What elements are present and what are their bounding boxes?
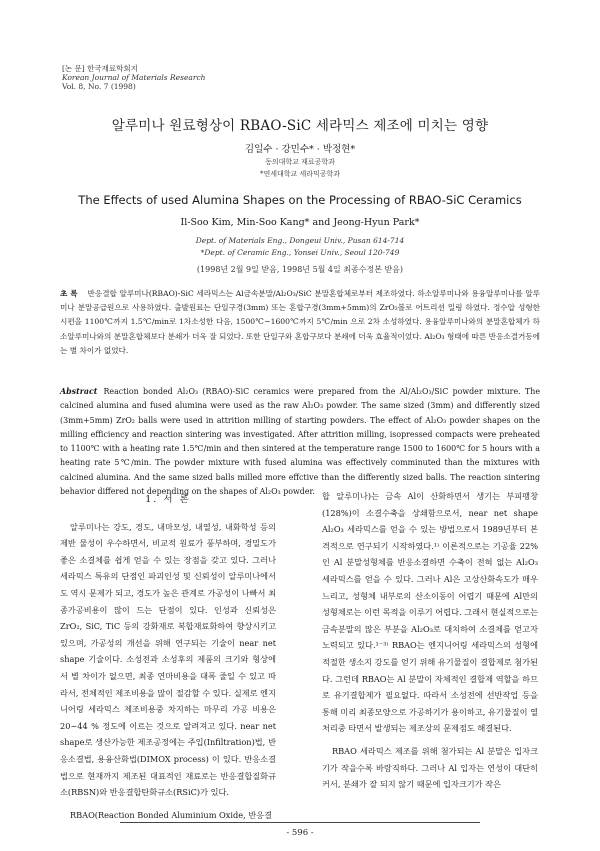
journal-volume: Vol. 8, No. 7 (1998): [62, 82, 136, 91]
abstract-english: [60, 385, 540, 499]
affiliations-korean: [0, 156, 600, 180]
paragraph: RBAO(Reaction Bonded Aluminium Oxide, 반응결: [70, 809, 273, 820]
authors-english: Il-Soo Kim, Min-Soo Kang* and Jeong-Hyun Park*: [180, 217, 420, 228]
title-english: The Effects of used Alumina Shapes on the Processing of RBAO-SiC Ceramics: [78, 193, 522, 207]
journal-name-en: Korean Journal of Materials Research: [62, 73, 206, 82]
body-column-right: [322, 488, 538, 793]
title-korean: 알루미나 원료형상이 RBAO-SiC 세라믹스 제조에 미치는 영향: [111, 118, 489, 134]
authors-korean: 김일수 · 강민수* · 박정현*: [244, 144, 356, 155]
journal-label: [논 문] 한국재료학회지: [62, 64, 138, 73]
abstract-en-text: Reaction bonded Al₂O₃ (RBAO)-SiC ceramics were prepared from the Al/Al₂O₃/SiC powder mixture. The calcined alumina and fused alumina were used as the raw Al₂O₃ powder. The same sized (3mm) and differently sized (3mm+5mm) ZrO₂ balls were used in attrition milling of starting powders. The effect of Al₂O₃ powder shapes on the milling efficiency and reaction sintering was investigated. After attrition milling, isopressed compacts were preheated to 1100℃ with a heating rate 1.5℃/min and then sintered at the temperature range 1500 to 1600℃ for 5 hours with a heating rate 5℃/min. The powder mixture with fused alumina was effectively comminuted than the mixtures with calcined alumina. And the same sized balls milled more effctive than the differently sized balls. The reaction sintering behavior differed not depending on the shapes of Al₂O₃ powder.: [60, 387, 540, 497]
body-column-left: [60, 488, 276, 823]
section-heading-introduction: 1. 서 론: [145, 494, 191, 505]
affiliation-ko-2: *연세대학교 세라믹공학과: [259, 170, 341, 178]
affiliation-en-2: *Dept. of Ceramic Eng., Yonsei Univ., Seoul 120-749: [200, 248, 400, 257]
affiliation-en-1: Dept. of Materials Eng., Dongeui Univ., Pusan 614-714: [195, 236, 405, 245]
page-number: - 596 -: [286, 828, 314, 838]
abstract-korean: [60, 287, 540, 358]
footer-rule: [120, 822, 480, 823]
paragraph: 합 알루미나)는 금속 Al이 산화하면서 생기는 부피팽창(128%)이 소결수축을 상쇄함으로서, near net shape Al₂O₃ 세라믹스를 얻을 수 있는 방법으로서 1989년부터 본격적으로 연구되기 시작하였다.¹⁾ 이론적으로는 기공율 22%인 Al 분말성형체를 반응소결하면 수축이 전혀 없는 Al₂O₃ 세라믹스를 얻을 수 있다. 그러나 Al은 고상산화속도가 매우 느리고, 성형체 내부로의 산소이동이 어렵기 때문에 Al만의 성형체로는 이런 목적을 이루기 어렵다. 그래서 현실적으로는 금속분말의 많은 부분을 Al₂O₃로 대치하여 소결체를 얻고자 노력되고 있다.¹⁻³⁾ RBAO는 엔지니어링 세라믹스의 성형에 적절한 생소지 강도를 얻기 위해 유기물질이 결합제로 첨가된다. 그런데 RBAO는 Al 분말이 자체적인 결합제 역할을 하므로 유기결합제가 필요없다. 따라서 소성전에 선반작업 등을 통해 미리 최종모양으로 가공하기가 용이하고, 유기물질이 열처리중 타면서 발생되는 제조상의 문제점도 해결된다.: [322, 491, 538, 734]
abstract-ko-label: 초 록: [60, 289, 78, 298]
paragraph: RBAO 세라믹스 제조를 위해 첨가되는 Al 분말은 입자크기가 작을수록 바람직하다. 그러나 Al 입자는 연성이 대단히 커서, 분쇄가 잘 되지 않기 때문에 입자크기가 작은: [322, 745, 538, 790]
abstract-ko-text: 반응결합 알루미나(RBAO)-SiC 세라믹스는 Al금속분말/Al₂O₃/SiC 분말혼합체로부터 제조하였다. 하소알루미나와 용융알루미나를 알루미나 분말공급원으로 사용하였다. 출발원료는 단일구경(3mm) 또는 혼합구경(3mm+5mm)의 ZrO₂볼로 어트리션 밀링 하였다. 정수압 성형한 시편을 1100℃까지 1.5℃/min로 1차소성한 다음, 1500℃~1600℃까지 5℃/min 으로 2차 소성하였다. 용융알루미나와의 분말혼합체가 하소알루미나와의 분말혼합체보다 분쇄가 더욱 잘 되었다. 또한 단일구와 혼합구보다 분쇄에 더욱 효율적이었다. Al₂O₃ 형태에 따른 반응소결거동에는 별 차이가 없었다.: [60, 289, 540, 355]
journal-header: [62, 64, 205, 91]
paragraph: 알루미나는 강도, 경도, 내마모성, 내열성, 내화학성 등의 제반 물성이 우수하면서, 비교적 원료가 풍부하며, 경밀도가 좋은 소결체를 쉽게 얻을 수 있는 장점을 갖고 있다. 그러나 세라믹스 특유의 단점인 파괴인성 및 신뢰성이 알루미나에서도 역시 문제가 되고, 경도가 높은 관계로 가공성이 나빠서 최종가공비용이 많이 드는 단점이 있다. 인성과 신뢰성은 ZrO₂, SiC, TiC 등의 강화재로 복합재료화하여 향상시키고 있으며, 가공성의 개선을 위해 연구되는 기술이 near net shape 기술이다. 소성전과 소성후의 제품의 크기와 형상에서 별 차이가 없으면, 최종 연마비용을 대폭 줄일 수 있고 따라서, 전체적인 제조비용을 많이 절감할 수 있다. 실제로 엔지니어링 세라믹스 제조비용중 차지하는 마무리 가공 비용은 20~44 % 정도에 이르는 것으로 알려져고 있다. near net shape로 생산가능한 제조공정에는 주입(Infiltration)법, 반응소결법, 용융산화법(DIMOX process) 이 있다. 반응소결법으로 현재까지 제조된 대표적인 재료로는 반응결합질화규소(RBSN)와 반응결합탄화규소(RSiC)가 있다.: [60, 521, 276, 798]
abstract-en-label: Abstract: [60, 387, 98, 396]
received-dates: (1998년 2월 9일 받음, 1998년 5월 4일 최종수정본 받음): [196, 265, 404, 274]
affiliations-english: [0, 235, 600, 259]
affiliation-ko-1: 동의대학교 재료공학과: [265, 158, 335, 166]
